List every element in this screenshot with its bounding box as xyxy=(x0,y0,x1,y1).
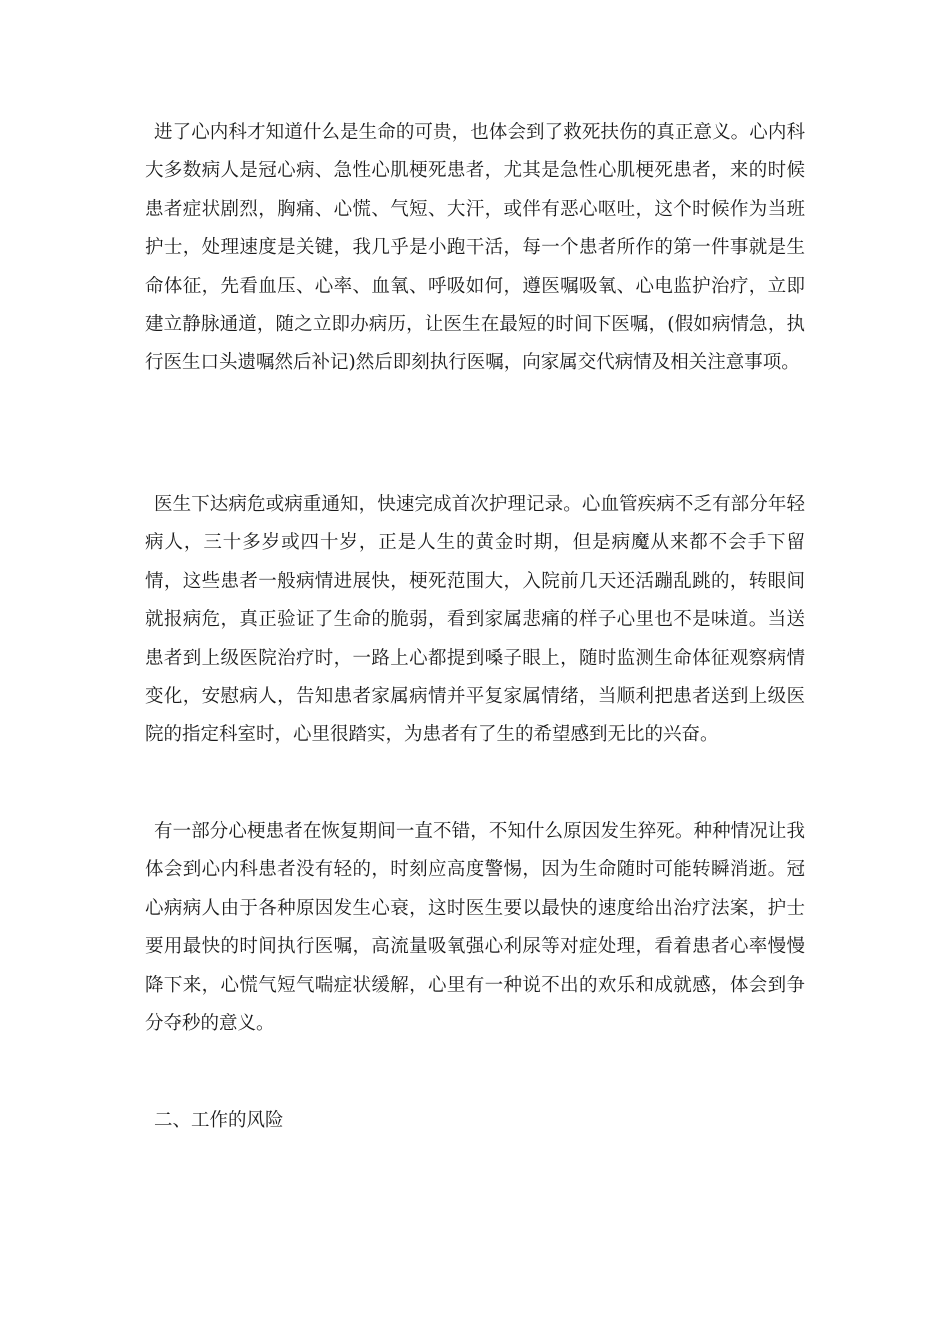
body-paragraph: 医生下达病危或病重通知，快速完成首次护理记录。心血管疾病不乏有部分年轻病人，三十多岁或四十岁，正是人生的黄金时期，但是病魔从来都不会手下留情，这些患者一般病情进展快，梗死范围大，入院前几天还活蹦乱跳的，转眼间就报病危，真正验证了生命的脆弱，看到家属悲痛的样子心里也不是味道。当送患者到上级医院治疗时，一路上心都提到嗓子眼上，随时监测生命体征观察病情变化，安慰病人，告知患者家属病情并平复家属情绪，当顺利把患者送到上级医院的指定科室时，心里很踏实，为患者有了生的希望感到无比的兴奋。 xyxy=(145,494,805,746)
section-heading: 二、工作的风险 xyxy=(154,1110,284,1131)
body-paragraph: 有一部分心梗患者在恢复期间一直不错，不知什么原因发生猝死。种种情况让我体会到心内科患者没有轻的，时刻应高度警惕，因为生命随时可能转瞬消逝。冠心病病人由于各种原因发生心衰，这时医生要以最快的速度给出治疗法案，护士要用最快的时间执行医嘱，高流量吸氧强心利尿等对症处理，看着患者心率慢慢降下来，心慌气短气喘症状缓解，心里有一种说不出的欢乐和成就感，体会到争分夺秒的意义。 xyxy=(145,821,805,1035)
body-paragraph: 进了心内科才知道什么是生命的可贵，也体会到了救死扶伤的真正意义。心内科大多数病人是冠心病、急性心肌梗死患者，尤其是急性心肌梗死患者，来的时候患者症状剧烈，胸痛、心慌、气短、大汗，或伴有恶心呕吐，这个时候作为当班护士，处理速度是关键，我几乎是小跑干活，每一个患者所作的第一件事就是生命体征，先看血压、心率、血氧、呼吸如何，遵医嘱吸氧、心电监护治疗，立即建立静脉通道，随之立即办病历，让医生在最短的时间下医嘱，(假如病情急，执行医生口头遗嘱然后补记)然后即刻执行医嘱，向家属交代病情及相关注意事项。 xyxy=(145,122,805,374)
